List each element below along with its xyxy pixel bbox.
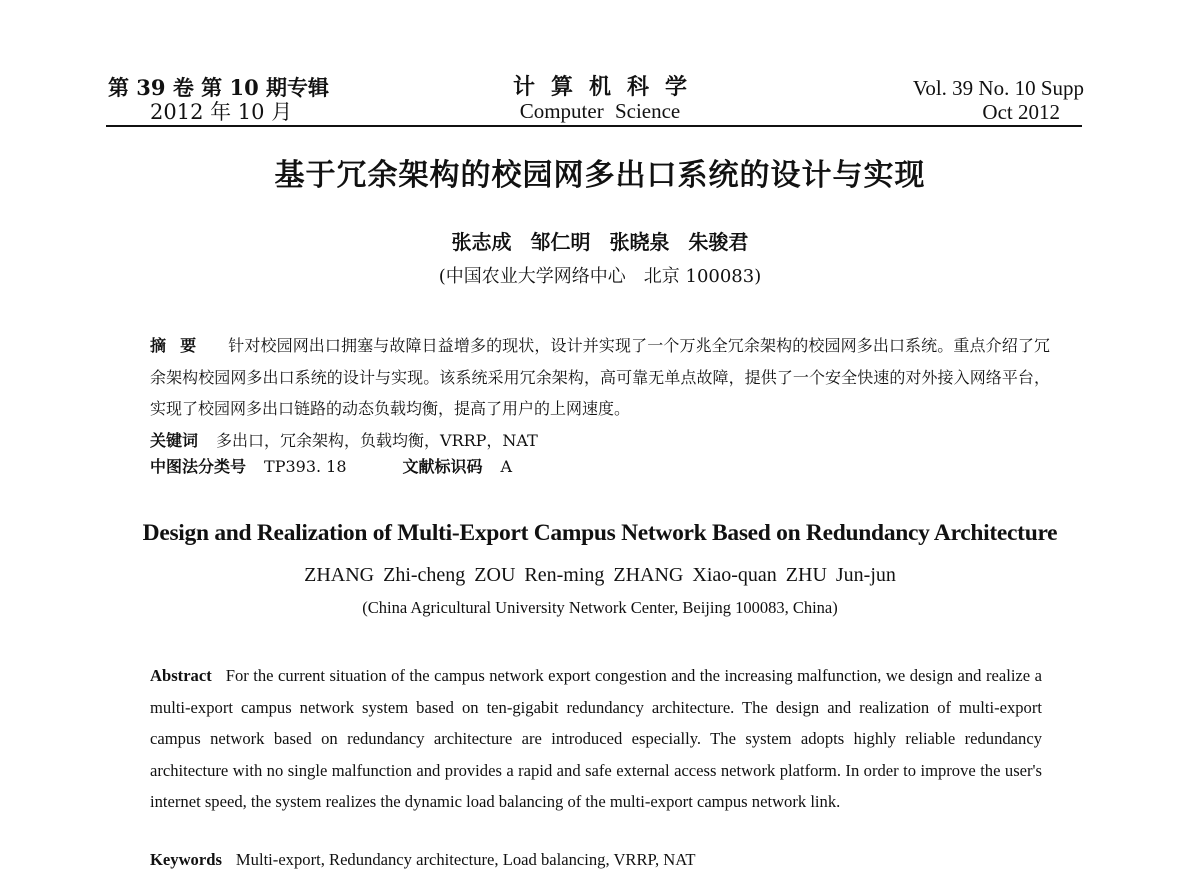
affiliation-cn: (中国农业大学网络中心 北京 100083) — [438, 266, 762, 287]
keywords-en-label: Keywords — [150, 850, 222, 869]
abstract-cn-label: 摘要 — [150, 336, 211, 355]
volume-issue-en: Vol. 39 No. 10 Supp — [912, 76, 1084, 100]
classification-line — [150, 454, 512, 477]
clc-number: TP393. 18 — [264, 457, 347, 476]
paper-title-en: Design and Realization of Multi-Export Campus Network Based on Redundancy Architecture — [142, 520, 1058, 546]
abstract-cn-text: 针对校园网出口拥塞与故障日益增多的现状，设计并实现了一个万兆全冗余架构的校园网多出口系统。重点介绍了冗余架构校园网多出口系统的设计与实现。该系统采用冗余架构，高可靠无单点故障，提供了一个安全快速的对外接入网络平台，实现了校园网多出口链路的动态负载均衡，提高了用户的上网速度。 — [150, 336, 1050, 418]
issue-date-cn: 2012 年 10 月 — [150, 100, 293, 124]
paper-title-cn: 基于冗余架构的校园网多出口系统的设计与实现 — [274, 158, 926, 193]
keywords-cn-line — [150, 425, 1050, 457]
keywords-en-line — [150, 850, 696, 870]
journal-name-en: Computer Science — [519, 99, 681, 123]
doc-code-label: 文献标识码 — [402, 457, 483, 476]
volume-issue: 第 39 卷 第 10 期专辑 — [108, 75, 330, 100]
abstract-en-label: Abstract — [150, 666, 212, 685]
abstract-en — [150, 660, 1042, 818]
journal-volume-info-en — [913, 76, 1084, 124]
abstract-cn — [150, 330, 1050, 456]
issue-date-en: Oct 2012 — [982, 100, 1060, 124]
abstract-en-text: For the current situation of the campus network export congestion and the increasing malfunction, we design and realize a multi-export campus network system based on ten-gigabit redundancy architecture. The design and realization of multi-export campus network based on redundancy architecture are introduced especially. The system adopts highly reliable redundancy architecture with no single malfunction and provides a rapid and safe external access network platform. In order to improve the user's internet speed, the system realizes the dynamic load balancing of the multi-export campus network link. — [150, 666, 1042, 811]
authors-cn: 张志成 邹仁明 张晓泉 朱骏君 — [451, 230, 749, 254]
keywords-cn: 多出口，冗余架构，负载均衡，VRRP，NAT — [216, 430, 538, 450]
keywords-cn-label: 关键词 — [150, 430, 199, 450]
authors-en: ZHANG Zhi-cheng ZOU Ren-ming ZHANG Xiao-quan ZHU Jun-jun — [304, 564, 896, 586]
header-rule — [106, 125, 1082, 127]
clc-label: 中图法分类号 — [150, 457, 247, 476]
doc-code: A — [500, 457, 513, 476]
journal-name-cn: 计算机科学 — [512, 74, 703, 100]
keywords-en: Multi-export, Redundancy architecture, Load balancing, VRRP, NAT — [235, 850, 696, 869]
affiliation-en: (China Agricultural University Network Center, Beijing 100083, China) — [362, 598, 838, 617]
